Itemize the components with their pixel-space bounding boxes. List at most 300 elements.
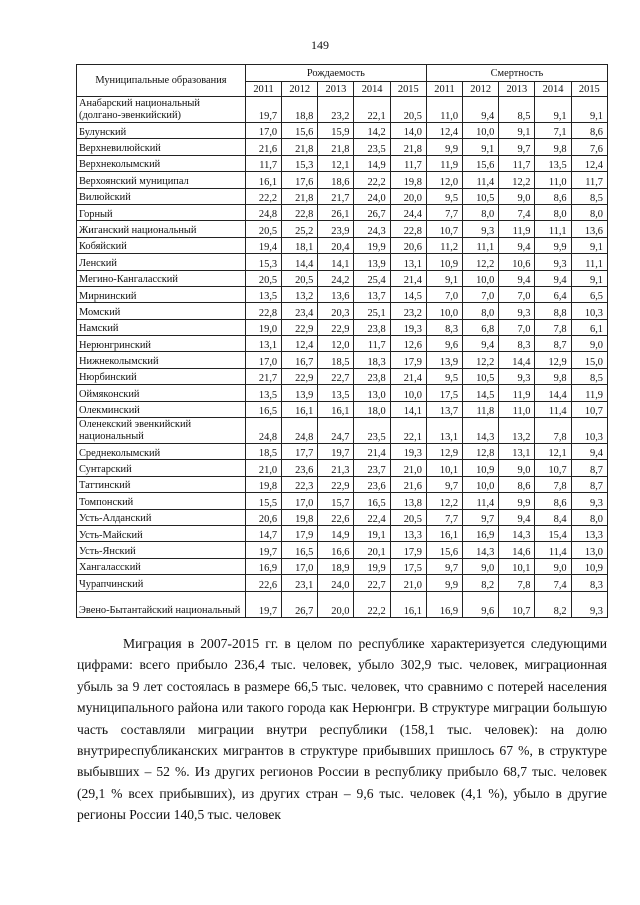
- death-rate-cell: 11,2: [426, 237, 462, 253]
- birth-rate-cell: 20,1: [354, 542, 390, 558]
- birth-rate-cell: 17,0: [245, 352, 281, 368]
- birth-rate-cell: 14,2: [354, 123, 390, 139]
- death-rate-cell: 12,4: [426, 123, 462, 139]
- municipality-name: Верхневилюйский: [77, 139, 246, 155]
- birth-rate-cell: 23,6: [282, 460, 318, 476]
- table-row: [77, 444, 608, 460]
- birth-rate-cell: 20,6: [245, 509, 281, 525]
- birth-rate-cell: 24,8: [245, 204, 281, 220]
- table-row: [77, 139, 608, 155]
- birth-rate-cell: 14,4: [282, 254, 318, 270]
- birth-rate-cell: 21,4: [354, 444, 390, 460]
- death-rate-cell: 9,8: [535, 139, 571, 155]
- death-rate-cell: 9,1: [535, 97, 571, 123]
- birth-rate-cell: 16,5: [245, 401, 281, 417]
- birth-rate-cell: 19,1: [354, 525, 390, 541]
- birth-rate-cell: 24,3: [354, 221, 390, 237]
- birth-rate-cell: 22,2: [245, 188, 281, 204]
- municipality-name: Вилюйский: [77, 188, 246, 204]
- birth-rate-cell: 14,9: [354, 155, 390, 171]
- death-rate-cell: 15,6: [463, 155, 499, 171]
- death-rate-cell: 9,9: [426, 575, 462, 591]
- death-rate-cell: 8,6: [499, 476, 535, 492]
- death-rate-cell: 7,7: [426, 204, 462, 220]
- table-row: [77, 591, 608, 617]
- birth-rate-cell: 21,6: [245, 139, 281, 155]
- table-row: [77, 237, 608, 253]
- birth-year-header: 2013: [318, 82, 354, 97]
- table-row: [77, 319, 608, 335]
- birth-rate-cell: 16,1: [245, 172, 281, 188]
- birth-rate-cell: 26,7: [354, 204, 390, 220]
- death-year-header: 2011: [426, 82, 462, 97]
- table-row: [77, 575, 608, 591]
- municipality-name: Момский: [77, 303, 246, 319]
- death-rate-cell: 9,0: [499, 188, 535, 204]
- death-rate-cell: 15,0: [571, 352, 607, 368]
- death-rate-cell: 9,7: [426, 558, 462, 574]
- birth-rate-cell: 13,5: [245, 385, 281, 401]
- birth-rate-cell: 13,5: [245, 286, 281, 302]
- birth-rate-cell: 17,9: [390, 352, 426, 368]
- death-rate-cell: 13,9: [426, 352, 462, 368]
- death-rate-cell: 14,4: [535, 385, 571, 401]
- death-year-header: 2014: [535, 82, 571, 97]
- death-rate-cell: 9,3: [571, 591, 607, 617]
- municipality-name: Оймяконский: [77, 385, 246, 401]
- birth-rate-cell: 14,7: [245, 525, 281, 541]
- municipality-name: Усть-Майский: [77, 525, 246, 541]
- birth-rate-cell: 20,5: [390, 97, 426, 123]
- death-rate-cell: 13,0: [571, 542, 607, 558]
- death-rate-cell: 12,0: [426, 172, 462, 188]
- death-rate-cell: 9,0: [463, 558, 499, 574]
- death-rate-cell: 9,6: [426, 336, 462, 352]
- birth-rate-cell: 21,0: [390, 460, 426, 476]
- death-rate-cell: 9,7: [463, 509, 499, 525]
- birth-rate-cell: 23,8: [354, 319, 390, 335]
- birth-rate-cell: 24,7: [318, 418, 354, 444]
- birth-rate-cell: 19,7: [318, 444, 354, 460]
- death-rate-cell: 13,1: [499, 444, 535, 460]
- birth-rate-cell: 15,6: [282, 123, 318, 139]
- death-rate-cell: 11,9: [499, 221, 535, 237]
- table-row: [77, 385, 608, 401]
- birth-rate-cell: 22,1: [390, 418, 426, 444]
- death-year-header: 2013: [499, 82, 535, 97]
- death-rate-cell: 11,0: [426, 97, 462, 123]
- death-rate-cell: 13,2: [499, 418, 535, 444]
- death-rate-cell: 10,0: [463, 476, 499, 492]
- birth-rate-cell: 13,1: [390, 254, 426, 270]
- birth-rate-cell: 17,6: [282, 172, 318, 188]
- header-municipality: Муниципальные образования: [77, 65, 246, 97]
- birth-rate-cell: 18,3: [354, 352, 390, 368]
- birth-rate-cell: 12,6: [390, 336, 426, 352]
- birth-rate-cell: 19,4: [245, 237, 281, 253]
- death-rate-cell: 12,2: [463, 254, 499, 270]
- birth-rate-cell: 13,8: [390, 493, 426, 509]
- birth-rate-cell: 22,7: [318, 368, 354, 384]
- table-row: [77, 418, 608, 444]
- death-rate-cell: 7,4: [535, 575, 571, 591]
- death-rate-cell: 9,7: [426, 476, 462, 492]
- death-rate-cell: 10,9: [463, 460, 499, 476]
- birth-rate-cell: 22,9: [282, 368, 318, 384]
- birth-rate-cell: 21,8: [390, 139, 426, 155]
- death-rate-cell: 13,6: [571, 221, 607, 237]
- header-birth-rate: Рождаемость: [245, 65, 426, 82]
- municipality-name: Намский: [77, 319, 246, 335]
- birth-rate-cell: 25,1: [354, 303, 390, 319]
- table-row: [77, 476, 608, 492]
- death-rate-cell: 10,5: [463, 188, 499, 204]
- death-rate-cell: 14,6: [499, 542, 535, 558]
- birth-rate-cell: 17,0: [245, 123, 281, 139]
- death-rate-cell: 14,4: [499, 352, 535, 368]
- birth-rate-cell: 10,0: [390, 385, 426, 401]
- birth-rate-cell: 17,0: [282, 558, 318, 574]
- municipality-name: Верхнеколымский: [77, 155, 246, 171]
- death-rate-cell: 7,8: [535, 418, 571, 444]
- death-rate-cell: 9,3: [535, 254, 571, 270]
- birth-rate-cell: 22,4: [354, 509, 390, 525]
- birth-rate-cell: 22,8: [282, 204, 318, 220]
- death-rate-cell: 12,4: [571, 155, 607, 171]
- death-rate-cell: 11,8: [463, 401, 499, 417]
- death-rate-cell: 11,1: [535, 221, 571, 237]
- birth-rate-cell: 19,8: [282, 509, 318, 525]
- birth-rate-cell: 22,9: [318, 319, 354, 335]
- birth-rate-cell: 23,9: [318, 221, 354, 237]
- birth-rate-cell: 19,3: [390, 319, 426, 335]
- birth-rate-cell: 16,9: [245, 558, 281, 574]
- death-rate-cell: 16,9: [463, 525, 499, 541]
- death-rate-cell: 12,1: [535, 444, 571, 460]
- birth-rate-cell: 17,9: [390, 542, 426, 558]
- birth-rate-cell: 13,9: [354, 254, 390, 270]
- death-rate-cell: 8,5: [571, 188, 607, 204]
- table-row: [77, 509, 608, 525]
- municipality-name: Нерюнгринский: [77, 336, 246, 352]
- death-rate-cell: 9,1: [426, 270, 462, 286]
- death-rate-cell: 11,4: [535, 542, 571, 558]
- death-rate-cell: 7,8: [499, 575, 535, 591]
- death-rate-cell: 14,3: [463, 418, 499, 444]
- birth-rate-cell: 13,3: [390, 525, 426, 541]
- death-rate-cell: 9,3: [499, 303, 535, 319]
- death-rate-cell: 14,3: [463, 542, 499, 558]
- municipality-name: Олекминский: [77, 401, 246, 417]
- birth-rate-cell: 17,9: [282, 525, 318, 541]
- birth-rate-cell: 21,7: [245, 368, 281, 384]
- death-rate-cell: 8,0: [463, 303, 499, 319]
- table-row: [77, 303, 608, 319]
- death-rate-cell: 7,0: [499, 286, 535, 302]
- birth-rate-cell: 19,7: [245, 542, 281, 558]
- death-rate-cell: 10,6: [499, 254, 535, 270]
- municipality-name: Среднеколымский: [77, 444, 246, 460]
- death-rate-cell: 11,9: [571, 385, 607, 401]
- birth-rate-cell: 16,7: [282, 352, 318, 368]
- death-rate-cell: 8,0: [571, 509, 607, 525]
- death-rate-cell: 9,9: [426, 139, 462, 155]
- birth-rate-cell: 13,7: [354, 286, 390, 302]
- death-rate-cell: 11,4: [463, 172, 499, 188]
- death-rate-cell: 8,0: [535, 204, 571, 220]
- birth-rate-cell: 16,6: [318, 542, 354, 558]
- death-rate-cell: 9,7: [499, 139, 535, 155]
- death-rate-cell: 11,0: [535, 172, 571, 188]
- municipality-name: Верхоянский муниципал: [77, 172, 246, 188]
- table-row: [77, 97, 608, 123]
- death-rate-cell: 7,0: [463, 286, 499, 302]
- birth-rate-cell: 24,8: [245, 418, 281, 444]
- death-rate-cell: 10,7: [571, 401, 607, 417]
- death-rate-cell: 9,1: [571, 270, 607, 286]
- death-rate-cell: 8,7: [535, 336, 571, 352]
- birth-rate-cell: 16,1: [390, 591, 426, 617]
- death-rate-cell: 9,3: [463, 221, 499, 237]
- death-rate-cell: 8,3: [499, 336, 535, 352]
- municipality-name: Чурапчинский: [77, 575, 246, 591]
- death-rate-cell: 17,5: [426, 385, 462, 401]
- birth-rate-cell: 23,8: [354, 368, 390, 384]
- death-rate-cell: 9,4: [571, 444, 607, 460]
- birth-rate-cell: 21,4: [390, 368, 426, 384]
- birth-rate-cell: 17,7: [282, 444, 318, 460]
- birth-rate-cell: 23,2: [318, 97, 354, 123]
- birth-rate-cell: 23,1: [282, 575, 318, 591]
- birth-rate-cell: 24,0: [354, 188, 390, 204]
- death-rate-cell: 7,0: [499, 319, 535, 335]
- municipality-name: Сунтарский: [77, 460, 246, 476]
- death-rate-cell: 9,5: [426, 188, 462, 204]
- municipality-name: Нюрбинский: [77, 368, 246, 384]
- birth-rate-cell: 21,8: [282, 139, 318, 155]
- birth-rate-cell: 12,1: [318, 155, 354, 171]
- birth-rate-cell: 13,6: [318, 286, 354, 302]
- death-rate-cell: 11,9: [499, 385, 535, 401]
- death-rate-cell: 9,4: [499, 270, 535, 286]
- municipality-name: Ленский: [77, 254, 246, 270]
- death-year-header: 2015: [571, 82, 607, 97]
- municipality-name: Эвено-Бытантайский национальный: [77, 591, 246, 617]
- birth-rate-cell: 23,5: [354, 139, 390, 155]
- birth-rate-cell: 11,7: [354, 336, 390, 352]
- birth-rate-cell: 19,0: [245, 319, 281, 335]
- death-rate-cell: 8,0: [463, 204, 499, 220]
- death-rate-cell: 10,7: [426, 221, 462, 237]
- death-rate-cell: 16,1: [426, 525, 462, 541]
- death-rate-cell: 7,8: [535, 319, 571, 335]
- municipality-name: Жиганский национальный: [77, 221, 246, 237]
- death-rate-cell: 11,1: [463, 237, 499, 253]
- death-rate-cell: 7,6: [571, 139, 607, 155]
- table-row: [77, 558, 608, 574]
- death-rate-cell: 12,9: [535, 352, 571, 368]
- table-row: [77, 336, 608, 352]
- birth-rate-cell: 20,4: [318, 237, 354, 253]
- birth-rate-cell: 23,2: [390, 303, 426, 319]
- death-rate-cell: 9,4: [499, 237, 535, 253]
- death-rate-cell: 7,1: [535, 123, 571, 139]
- birth-rate-cell: 22,8: [245, 303, 281, 319]
- birth-rate-cell: 18,8: [282, 97, 318, 123]
- birth-rate-cell: 24,0: [318, 575, 354, 591]
- table-row: [77, 493, 608, 509]
- birth-rate-cell: 16,1: [282, 401, 318, 417]
- death-rate-cell: 14,3: [499, 525, 535, 541]
- birth-rate-cell: 18,1: [282, 237, 318, 253]
- death-rate-cell: 10,1: [426, 460, 462, 476]
- death-rate-cell: 9,0: [535, 558, 571, 574]
- birth-rate-cell: 21,3: [318, 460, 354, 476]
- death-rate-cell: 9,6: [463, 591, 499, 617]
- municipality-name: Булунский: [77, 123, 246, 139]
- death-rate-cell: 12,8: [463, 444, 499, 460]
- death-rate-cell: 14,5: [463, 385, 499, 401]
- birth-rate-cell: 15,7: [318, 493, 354, 509]
- death-rate-cell: 9,1: [499, 123, 535, 139]
- death-rate-cell: 6,5: [571, 286, 607, 302]
- table-row: [77, 368, 608, 384]
- table-row: [77, 254, 608, 270]
- table-row: [77, 221, 608, 237]
- birth-rate-cell: 13,9: [282, 385, 318, 401]
- death-rate-cell: 7,7: [426, 509, 462, 525]
- death-rate-cell: 7,8: [535, 476, 571, 492]
- death-rate-cell: 11,1: [571, 254, 607, 270]
- municipality-name: Мегино-Кангаласский: [77, 270, 246, 286]
- death-rate-cell: 8,8: [535, 303, 571, 319]
- municipality-name: Усть-Алданский: [77, 509, 246, 525]
- death-rate-cell: 16,9: [426, 591, 462, 617]
- birth-rate-cell: 22,2: [354, 172, 390, 188]
- birth-rate-cell: 21,0: [245, 460, 281, 476]
- death-rate-cell: 10,3: [571, 303, 607, 319]
- birth-rate-cell: 12,4: [282, 336, 318, 352]
- birth-rate-cell: 18,0: [354, 401, 390, 417]
- birth-rate-cell: 25,2: [282, 221, 318, 237]
- death-rate-cell: 8,3: [426, 319, 462, 335]
- birth-rate-cell: 21,0: [390, 575, 426, 591]
- table-row: [77, 460, 608, 476]
- table-row: [77, 204, 608, 220]
- death-rate-cell: 12,9: [426, 444, 462, 460]
- birth-rate-cell: 19,9: [354, 558, 390, 574]
- death-rate-cell: 11,9: [426, 155, 462, 171]
- birth-rate-cell: 22,9: [318, 476, 354, 492]
- birth-rate-cell: 13,1: [245, 336, 281, 352]
- birth-rate-cell: 24,4: [390, 204, 426, 220]
- birth-rate-cell: 20,3: [318, 303, 354, 319]
- table-row: [77, 270, 608, 286]
- death-rate-cell: 6,1: [571, 319, 607, 335]
- birth-rate-cell: 20,0: [390, 188, 426, 204]
- table-row: [77, 401, 608, 417]
- death-rate-cell: 15,4: [535, 525, 571, 541]
- municipality-name: Горный: [77, 204, 246, 220]
- death-rate-cell: 9,4: [499, 509, 535, 525]
- table-row: [77, 172, 608, 188]
- birth-rate-cell: 24,8: [282, 418, 318, 444]
- birth-rate-cell: 22,3: [282, 476, 318, 492]
- death-rate-cell: 8,3: [571, 575, 607, 591]
- death-rate-cell: 8,6: [535, 188, 571, 204]
- death-rate-cell: 10,0: [463, 123, 499, 139]
- table-row: [77, 542, 608, 558]
- death-rate-cell: 9,9: [535, 237, 571, 253]
- death-rate-cell: 10,1: [499, 558, 535, 574]
- death-rate-cell: 8,4: [535, 509, 571, 525]
- death-rate-cell: 8,5: [571, 368, 607, 384]
- municipality-name: Томпонский: [77, 493, 246, 509]
- birth-year-header: 2014: [354, 82, 390, 97]
- birth-rate-cell: 22,2: [354, 591, 390, 617]
- birth-rate-cell: 19,7: [245, 97, 281, 123]
- birth-rate-cell: 21,4: [390, 270, 426, 286]
- birth-rate-cell: 20,5: [390, 509, 426, 525]
- death-rate-cell: 10,5: [463, 368, 499, 384]
- death-rate-cell: 9,4: [463, 97, 499, 123]
- birth-rate-cell: 13,5: [318, 385, 354, 401]
- birth-rate-cell: 15,9: [318, 123, 354, 139]
- municipality-name: Усть-Янский: [77, 542, 246, 558]
- birth-rate-cell: 16,5: [282, 542, 318, 558]
- birth-rate-cell: 13,0: [354, 385, 390, 401]
- birth-rate-cell: 20,6: [390, 237, 426, 253]
- birth-rate-cell: 18,6: [318, 172, 354, 188]
- death-rate-cell: 10,9: [426, 254, 462, 270]
- birth-rate-cell: 17,5: [390, 558, 426, 574]
- birth-year-header: 2015: [390, 82, 426, 97]
- municipality-name: Анабарский национальный (долгано-эвенкийский): [77, 97, 246, 123]
- birth-rate-cell: 23,4: [282, 303, 318, 319]
- death-year-header: 2012: [463, 82, 499, 97]
- death-rate-cell: 11,7: [571, 172, 607, 188]
- death-rate-cell: 12,2: [463, 352, 499, 368]
- birth-rate-cell: 20,5: [245, 270, 281, 286]
- death-rate-cell: 8,6: [571, 123, 607, 139]
- birth-rate-cell: 26,7: [282, 591, 318, 617]
- birth-rate-cell: 24,2: [318, 270, 354, 286]
- death-rate-cell: 9,4: [535, 270, 571, 286]
- death-rate-cell: 9,1: [463, 139, 499, 155]
- death-rate-cell: 9,3: [571, 493, 607, 509]
- birth-year-header: 2012: [282, 82, 318, 97]
- migration-paragraph: Миграция в 2007-2015 гг. в целом по республике характеризуется следующими цифрами: всего прибыло 236,4 тыс. человек, убыло 302,9 тыс. человек, миграционная убыль за 9 лет состоялась в размере 66,5 тыс. человек, что сравнимо с потерей населения муниципального района или такого города как Нерюнгри. В структуре миграции большую часть составляли миграции внутри республики (158,1 тыс. человек): на долю внутриреспубликанских мигрантов в структуре прибывших пришлось 67 %, в структуре выбывших – 52 %. Из других регионов России в республику прибыло 68,7 тыс. человек (29,1 % всех прибывших), из других стран – 9,6 тыс. человек (4,1 %), убыло в другие регионы России 140,5 тыс. человек: [77, 636, 607, 823]
- birth-rate-cell: 22,1: [354, 97, 390, 123]
- birth-rate-cell: 22,6: [245, 575, 281, 591]
- birth-rate-cell: 18,5: [245, 444, 281, 460]
- death-rate-cell: 8,0: [571, 204, 607, 220]
- death-rate-cell: 7,4: [499, 204, 535, 220]
- birth-year-header: 2011: [245, 82, 281, 97]
- birth-rate-cell: 14,0: [390, 123, 426, 139]
- birth-rate-cell: 21,8: [282, 188, 318, 204]
- birth-rate-cell: 17,0: [282, 493, 318, 509]
- birth-rate-cell: 23,6: [354, 476, 390, 492]
- birth-rate-cell: 13,2: [282, 286, 318, 302]
- death-rate-cell: 12,2: [499, 172, 535, 188]
- birth-rate-cell: 21,8: [318, 139, 354, 155]
- birth-rate-cell: 11,7: [390, 155, 426, 171]
- table-row: [77, 123, 608, 139]
- birth-rate-cell: 14,9: [318, 525, 354, 541]
- birth-rate-cell: 16,1: [318, 401, 354, 417]
- death-rate-cell: 7,0: [426, 286, 462, 302]
